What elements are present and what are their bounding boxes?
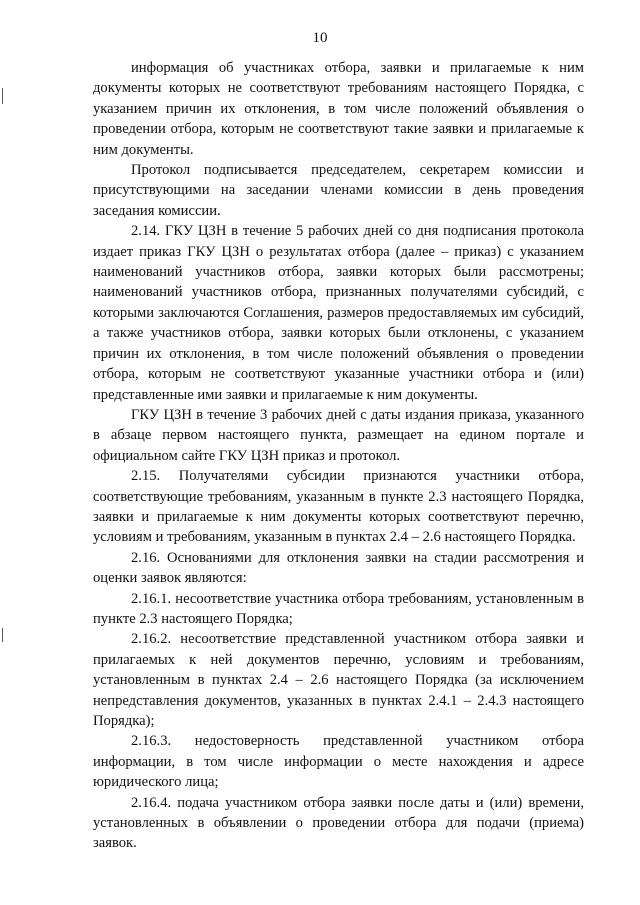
paragraph-2-14-publication: ГКУ ЦЗН в течение 3 рабочих дней с даты издания приказа, указанного в абзаце первом настоящего пункта, размещает на едином портале и официальном сайте ГКУ ЦЗН приказ и протокол. [93,406,584,464]
scan-edge-mark [2,628,3,642]
paragraph-protocol-info: информация об участниках отбора, заявки и прилагаемые к ним документы которых не соответствуют требованиям настоящего Порядка, с указанием причин их отклонения, в том числе положений объявления о проведении отбора, которым не соответствуют такие заявки и прилагаемые к ним документы. [93,60,584,158]
paragraph-2-16-1: 2.16.1. несоответствие участника отбора требованиям, установленным в пункте 2.3 настоящего Порядка; [93,590,584,627]
paragraph-2-16-4: 2.16.4. подача участником отбора заявки после даты и (или) времени, установленных в объявлении о проведении отбора для подачи (приема) заявок. [93,794,584,852]
scan-edge-mark [2,88,3,104]
page-number: 10 [312,30,328,46]
document-body [93,58,584,854]
paragraph-2-16: 2.16. Основаниями для отклонения заявки на стадии рассмотрения и оценки заявок являются: [93,549,584,587]
paragraph-2-16-2: 2.16.2. несоответствие представленной участником отбора заявки и прилагаемых к ней документов перечню, условиям и требованиям, установленным в пунктах 2.4 – 2.6 настоящего Порядка (за исключением непредставления документов, указанных в пунктах 2.4.1 – 2.4.3 настоящего Порядка); [93,631,584,729]
paragraph-2-15: 2.15. Получателями субсидии признаются участники отбора, соответствующие требованиям, указанным в пункте 2.3 настоящего Порядка, заявки и прилагаемые к ним документы которых соответствуют перечню, условиям и требованиям, указанным в пунктах 2.4 – 2.6 настоящего Порядка. [93,468,584,546]
paragraph-2-14: 2.14. ГКУ ЦЗН в течение 5 рабочих дней со дня подписания протокола издает приказ ГКУ ЦЗН о результатах отбора (далее – приказ) с указанием наименований участников отбора, заявки которых были рассмотрены; наименований участников отбора, признанных получателями субсидий, с которыми заключаются Соглашения, размеров предоставляемых им субсидий, а также участников отбора, заявки которых были отклонены, с указанием причин их отклонения, в том числе положений объявления о проведении отбора, которым не соответствуют указанные участники отбора и (или) представленные ими заявки и прилагаемые к ним документы. [93,223,584,403]
paragraph-2-16-3: 2.16.3. недостоверность представленной участником отбора информации, в том числе информации о месте нахождения и адресе юридического лица; [93,733,584,791]
paragraph-protocol-signing: Протокол подписывается председателем, секретарем комиссии и присутствующими на заседании членами комиссии в день проведения заседания комиссии. [93,162,584,219]
